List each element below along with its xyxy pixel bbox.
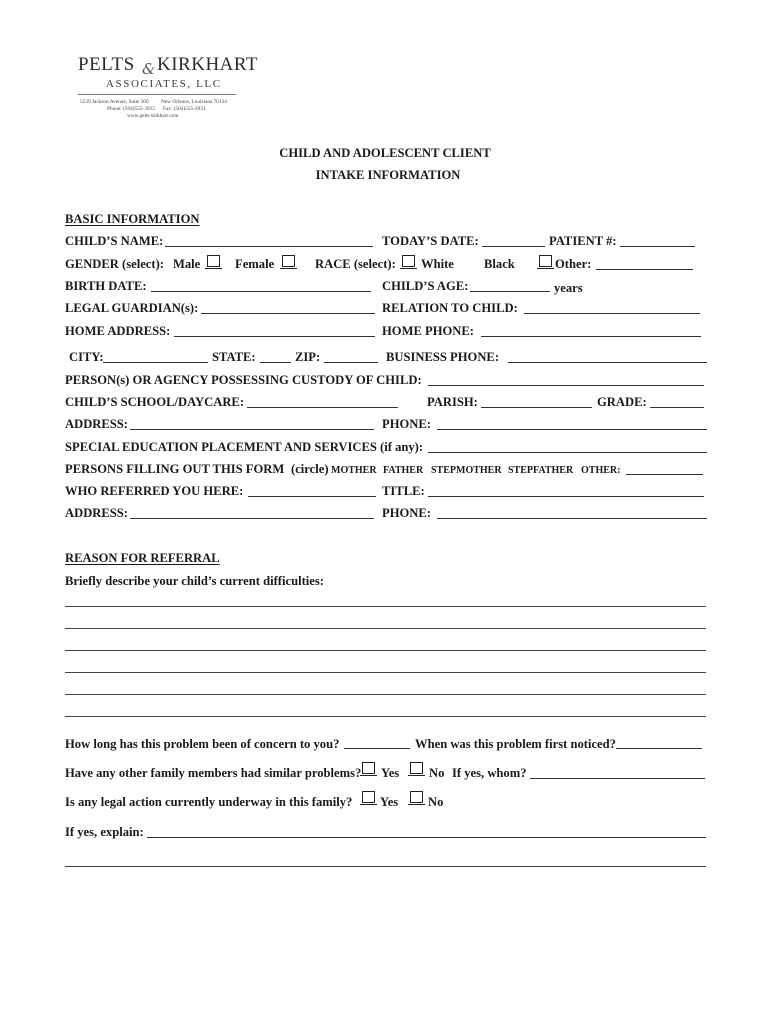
gender-label: GENDER (select): — [65, 257, 164, 271]
difficulties-line-2[interactable] — [65, 628, 706, 629]
persons-filling-label: PERSONS FILLING OUT THIS FORM — [65, 462, 285, 476]
custody-label: PERSON(s) OR AGENCY POSSESSING CUSTODY OF CHILD: — [65, 373, 422, 387]
childs-name-label: CHILD’S NAME: — [65, 234, 164, 248]
years-label: years — [554, 281, 583, 295]
referral-heading: REASON FOR REFERRAL — [65, 551, 220, 565]
form-subtitle: INTAKE INFORMATION — [315, 168, 461, 182]
grade-field[interactable] — [650, 407, 704, 408]
parish-field[interactable] — [481, 407, 592, 408]
race-black-label: Black — [484, 257, 515, 271]
family-similar-yes-label: Yes — [381, 766, 400, 780]
school-address-field[interactable] — [130, 429, 374, 430]
todays-date-field[interactable] — [482, 246, 545, 247]
city-field[interactable] — [103, 362, 208, 363]
option-stepmother[interactable]: STEPMOTHER — [431, 465, 502, 476]
school-label: CHILD’S SCHOOL/DAYCARE: — [65, 395, 245, 409]
legal-action-no-checkbox[interactable] — [410, 791, 423, 803]
referrer-title-field[interactable] — [428, 496, 704, 497]
special-ed-label: SPECIAL EDUCATION PLACEMENT AND SERVICES (if any): — [65, 440, 424, 454]
difficulties-line-3[interactable] — [65, 650, 706, 651]
family-similar-no-label: No — [429, 766, 445, 780]
logo-phone: Phone: (504)555-3933 — [107, 106, 155, 112]
childs-age-field[interactable] — [470, 291, 550, 292]
state-label: STATE: — [212, 350, 256, 364]
legal-action-label: Is any legal action currently underway in this family? — [65, 795, 353, 809]
business-phone-label: BUSINESS PHONE: — [386, 350, 500, 364]
race-label: RACE (select): — [315, 257, 396, 271]
todays-date-label: TODAY’S DATE: — [382, 234, 479, 248]
referrer-title-label: TITLE: — [382, 484, 425, 498]
gender-male-checkbox[interactable] — [207, 255, 220, 267]
logo-address-right: New Orleans, Louisiana 70134 — [161, 99, 227, 105]
special-ed-field[interactable] — [428, 452, 707, 453]
company-logo — [75, 54, 259, 126]
if-yes-explain-label: If yes, explain: — [65, 825, 144, 839]
difficulties-line-4[interactable] — [65, 672, 706, 673]
explain-line-2[interactable] — [65, 866, 706, 867]
birth-date-field[interactable] — [151, 291, 371, 292]
legal-action-yes-checkbox[interactable] — [362, 791, 375, 803]
childs-name-field[interactable] — [165, 246, 373, 247]
option-mother[interactable]: MOTHER — [331, 465, 377, 476]
logo-divider — [78, 94, 236, 95]
logo-name-right: KIRKHART — [157, 54, 259, 75]
if-yes-whom-field[interactable] — [530, 778, 705, 779]
legal-action-yes-label: Yes — [380, 795, 399, 809]
family-similar-yes-checkbox[interactable] — [362, 762, 375, 774]
who-referred-field[interactable] — [248, 496, 376, 497]
who-referred-label: WHO REFERRED YOU HERE: — [65, 484, 244, 498]
circle-label: (circle) — [291, 462, 329, 476]
referrer-address-field[interactable] — [130, 518, 374, 519]
school-field[interactable] — [247, 407, 398, 408]
parish-label: PARISH: — [427, 395, 478, 409]
difficulties-line-5[interactable] — [65, 694, 706, 695]
state-field[interactable] — [260, 362, 291, 363]
persons-other-field[interactable] — [626, 474, 703, 475]
race-other-checkbox[interactable] — [539, 255, 552, 267]
home-phone-field[interactable] — [481, 336, 701, 337]
legal-guardian-label: LEGAL GUARDIAN(s): — [65, 301, 199, 315]
patient-number-label: PATIENT #: — [549, 234, 617, 248]
legal-guardian-field[interactable] — [201, 313, 375, 314]
form-title: CHILD AND ADOLESCENT CLIENT — [279, 146, 491, 160]
patient-number-field[interactable] — [620, 246, 695, 247]
how-long-label: How long has this problem been of concern to you? — [65, 737, 340, 751]
legal-action-no-label: No — [428, 795, 444, 809]
logo-fax: Fax: (504)555-3933 — [163, 106, 206, 112]
difficulties-line-6[interactable] — [65, 716, 706, 717]
basic-info-heading: BASIC INFORMATION — [65, 212, 200, 226]
home-phone-label: HOME PHONE: — [382, 324, 474, 338]
school-phone-label: PHONE: — [382, 417, 431, 431]
zip-field[interactable] — [324, 362, 378, 363]
zip-label: ZIP: — [295, 350, 321, 364]
birth-date-label: BIRTH DATE: — [65, 279, 147, 293]
difficulties-line-1[interactable] — [65, 606, 706, 607]
option-father[interactable]: FATHER — [383, 465, 424, 476]
relation-label: RELATION TO CHILD: — [382, 301, 518, 315]
logo-ampersand: & — [142, 60, 156, 78]
gender-female-checkbox[interactable] — [282, 255, 295, 267]
first-noticed-label: When was this problem first noticed? — [415, 737, 616, 751]
home-address-field[interactable] — [174, 336, 375, 337]
family-similar-no-checkbox[interactable] — [410, 762, 423, 774]
logo-website: www.pelts-kirkhart.com — [127, 113, 179, 119]
logo-name-left: PELTS — [78, 54, 135, 75]
first-noticed-field[interactable] — [616, 748, 702, 749]
referrer-phone-field[interactable] — [437, 518, 707, 519]
childs-age-label: CHILD’S AGE: — [382, 279, 469, 293]
family-similar-label: Have any other family members had similar problems? — [65, 766, 362, 780]
school-phone-field[interactable] — [437, 429, 707, 430]
race-white-label: White — [421, 257, 454, 271]
city-label: CITY: — [69, 350, 104, 364]
referrer-address-label: ADDRESS: — [65, 506, 128, 520]
if-yes-whom-label: If yes, whom? — [452, 766, 527, 780]
school-address-label: ADDRESS: — [65, 417, 128, 431]
referrer-phone-label: PHONE: — [382, 506, 431, 520]
relation-field[interactable] — [524, 313, 700, 314]
business-phone-field[interactable] — [508, 362, 707, 363]
race-other-label: Other: — [555, 257, 592, 271]
logo-address-left: 5539 Jackson Avenue, Suite 300 — [80, 99, 149, 105]
option-other[interactable]: OTHER: — [581, 465, 621, 476]
if-yes-explain-field[interactable] — [147, 837, 706, 838]
gender-male-label: Male — [173, 257, 201, 271]
custody-field[interactable] — [428, 385, 704, 386]
race-white-checkbox[interactable] — [402, 255, 415, 267]
describe-difficulties-label: Briefly describe your child’s current difficulties: — [65, 574, 324, 588]
logo-subtitle: ASSOCIATES, LLC — [106, 78, 222, 90]
option-stepfather[interactable]: STEPFATHER — [508, 465, 574, 476]
how-long-field[interactable] — [344, 748, 410, 749]
gender-female-label: Female — [235, 257, 275, 271]
grade-label: GRADE: — [597, 395, 647, 409]
home-address-label: HOME ADDRESS: — [65, 324, 171, 338]
race-other-field[interactable] — [596, 269, 693, 270]
